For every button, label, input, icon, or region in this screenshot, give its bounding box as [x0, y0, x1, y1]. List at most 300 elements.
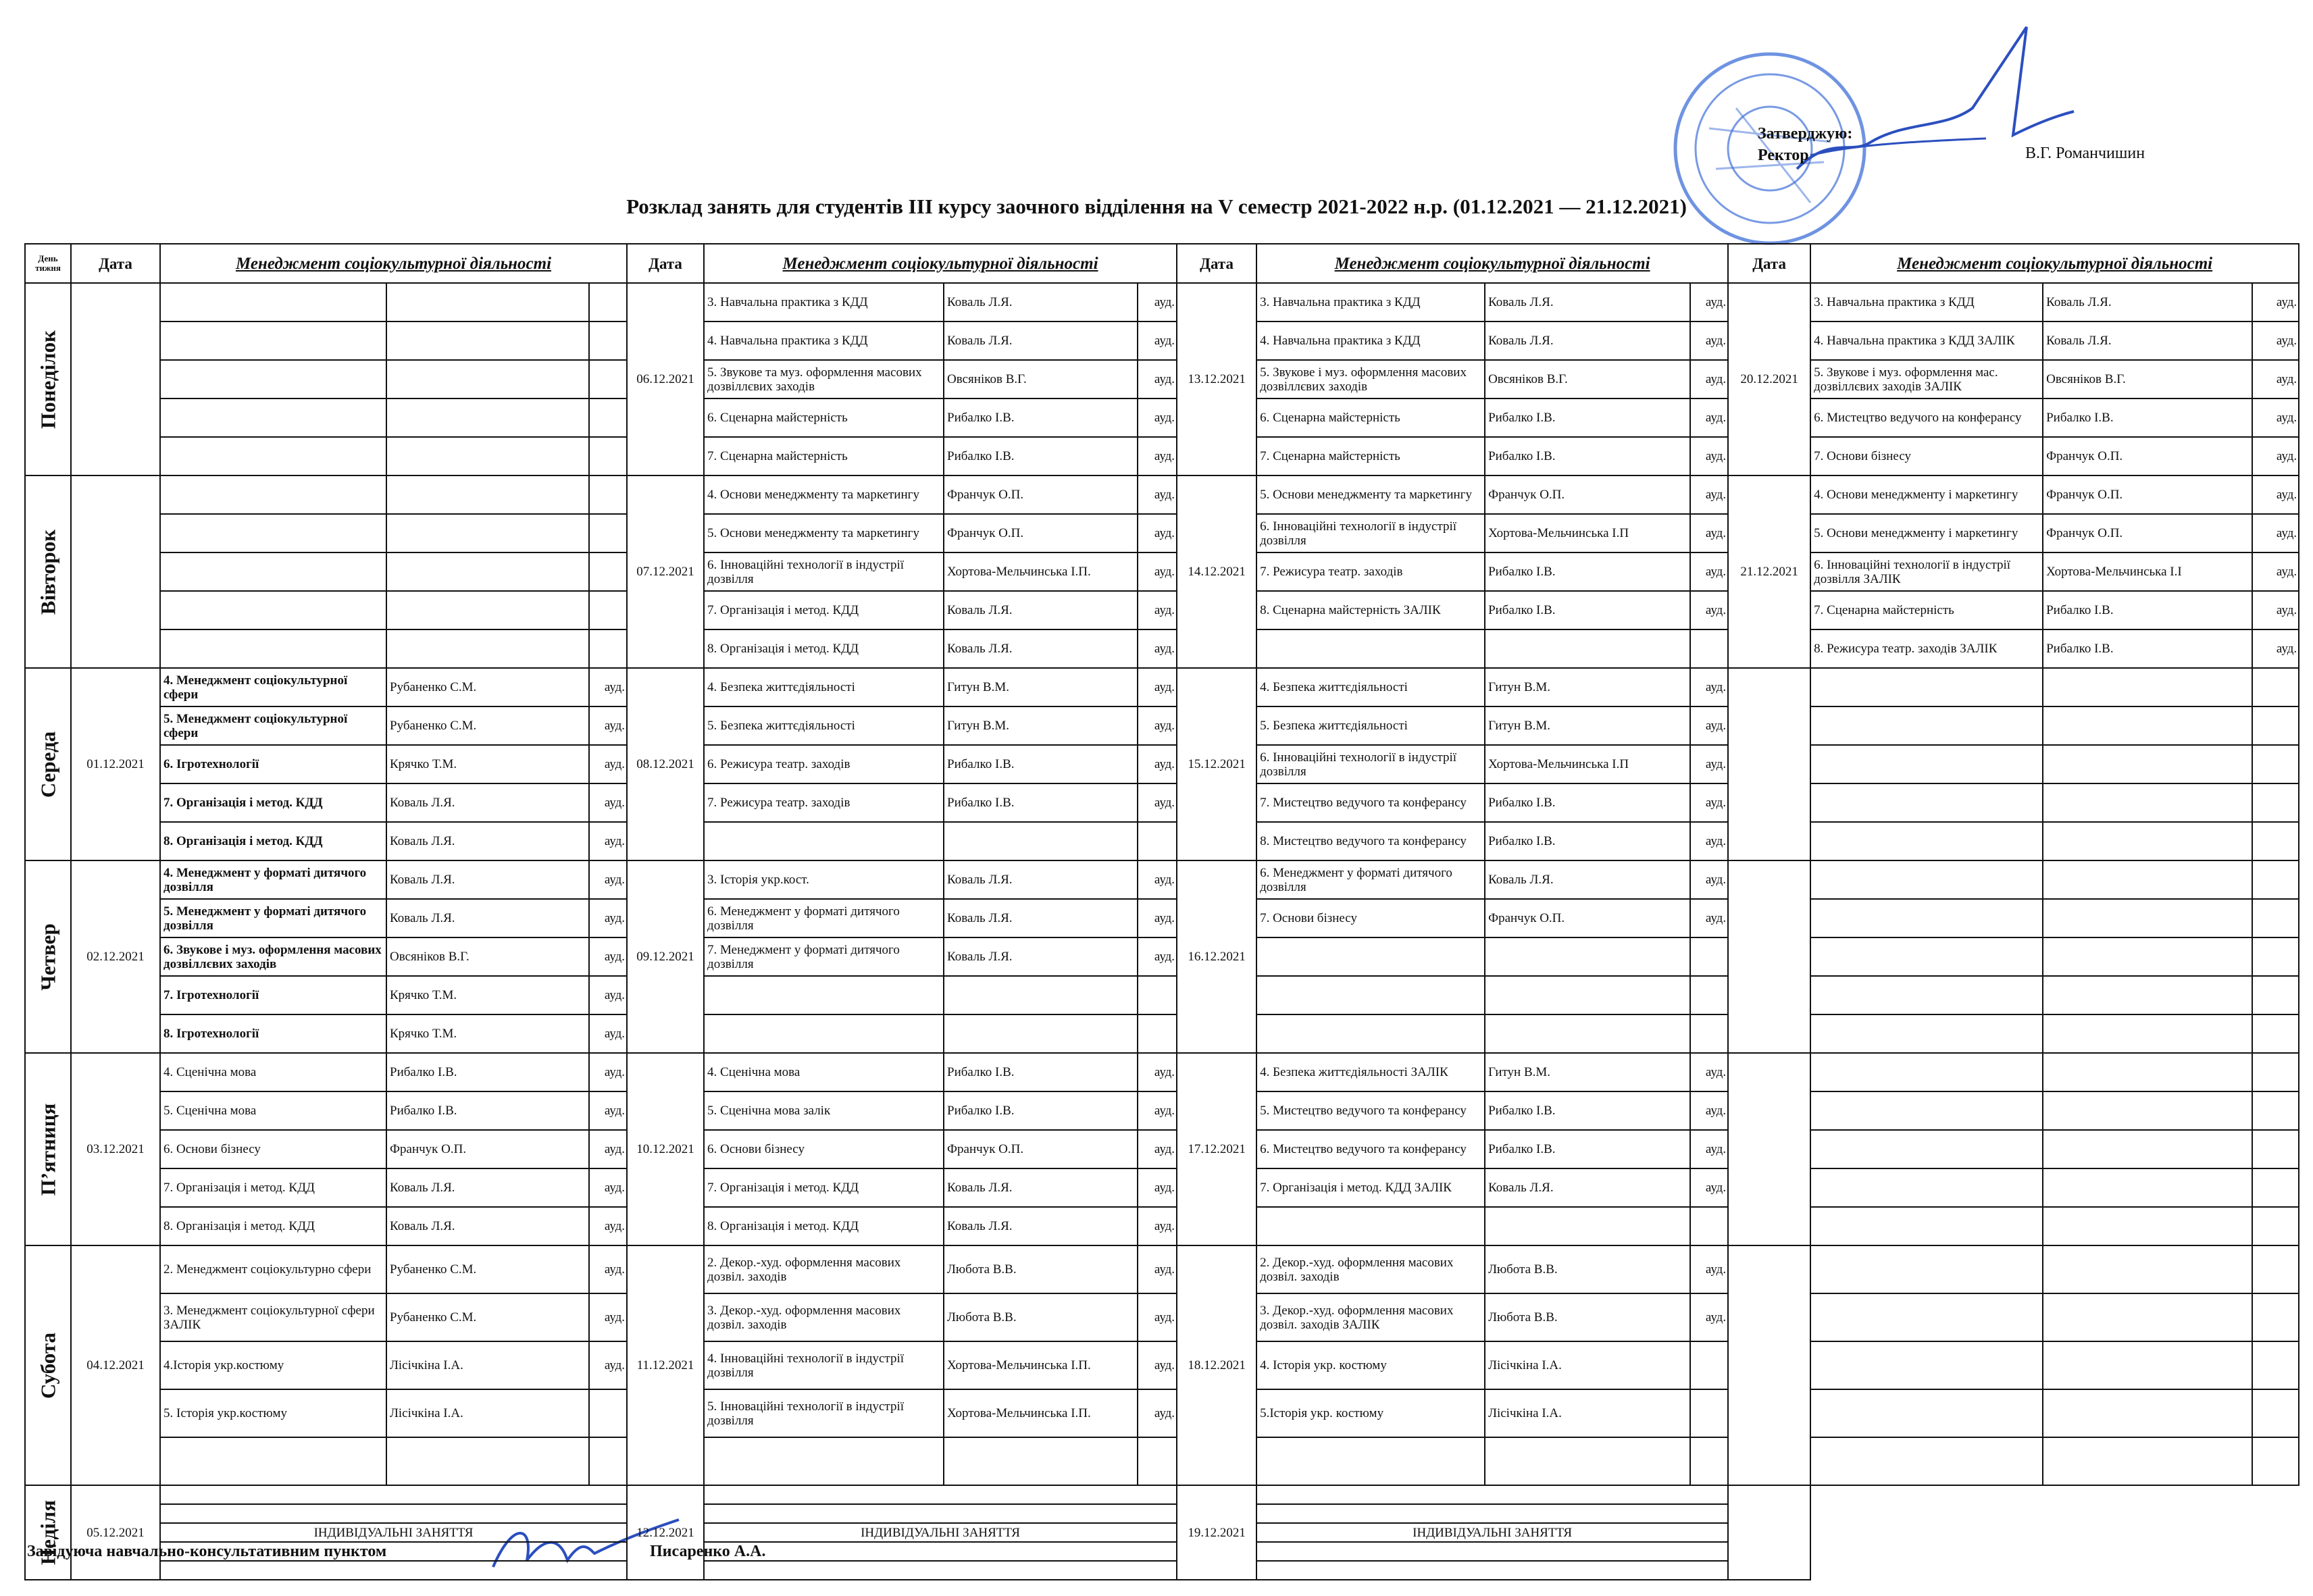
- lesson-subject: 6. Інноваційні технології в індустрії дозвілля: [704, 552, 944, 591]
- lesson-room: ауд.: [1138, 591, 1177, 629]
- lesson-room: [2252, 706, 2299, 745]
- lesson-teacher: [386, 398, 589, 437]
- lesson-room: ауд.: [1690, 1053, 1728, 1091]
- lesson-room: ауд.: [1690, 1168, 1728, 1207]
- lesson-subject: 4. Безпека життєдіяльності ЗАЛІК: [1256, 1053, 1485, 1091]
- lesson-subject: [1810, 822, 2043, 860]
- lesson-room: ауд.: [1690, 668, 1728, 706]
- lesson-room: ауд.: [589, 783, 627, 822]
- lesson-subject: [1810, 899, 2043, 937]
- lesson-subject: 6. Сценарна майстерність: [704, 398, 944, 437]
- lesson-subject: 5. Сценічна мова залік: [704, 1091, 944, 1130]
- lesson-teacher: Франчук О.П.: [2043, 514, 2252, 552]
- lesson-subject: 5.Історія укр. костюму: [1256, 1389, 1485, 1437]
- lesson-teacher: Коваль Л.Я.: [944, 321, 1138, 360]
- table-row: [25, 1091, 2299, 1130]
- lesson-subject: [1810, 1245, 2043, 1293]
- lesson-room: ауд.: [589, 1091, 627, 1130]
- lesson-subject: [1256, 1207, 1485, 1245]
- date-cell: 05.12.2021: [71, 1485, 160, 1580]
- individual-cell: ІНДИВІДУАЛЬНІ ЗАНЯТТЯ: [1256, 1523, 1728, 1542]
- lesson-room: ауд.: [1138, 745, 1177, 783]
- approval-role: Ректор: [1758, 147, 1809, 164]
- lesson-room: [1690, 937, 1728, 976]
- rector-name: В.Г. Романчишин: [2025, 145, 2145, 162]
- day-name: Середа: [36, 731, 60, 798]
- lesson-room: ауд.: [1690, 1293, 1728, 1341]
- day-name: Субота: [36, 1332, 60, 1399]
- lesson-room: ауд.: [1690, 360, 1728, 398]
- table-row: [25, 822, 2299, 860]
- lesson-subject: 7. Організація і метод. КДД: [160, 1168, 386, 1207]
- table-row: [25, 591, 2299, 629]
- lesson-teacher: [386, 552, 589, 591]
- lesson-room: ауд.: [1690, 822, 1728, 860]
- lesson-teacher: Хортова-Мельчинська І.П: [1485, 745, 1690, 783]
- lesson-subject: 5. Історія укр.костюму: [160, 1389, 386, 1437]
- day-name-cell: [25, 668, 71, 860]
- lesson-room: ауд.: [589, 1245, 627, 1293]
- lesson-subject: 6. Сценарна майстерність: [1256, 398, 1485, 437]
- lesson-room: ауд.: [1690, 321, 1728, 360]
- lesson-teacher: Хортова-Мельчинська І.П.: [944, 552, 1138, 591]
- lesson-subject: 4. Безпека життєдіяльності: [704, 668, 944, 706]
- lesson-teacher: Любота В.В.: [1485, 1293, 1690, 1341]
- lesson-teacher: [386, 629, 589, 668]
- lesson-teacher: Коваль Л.Я.: [944, 1168, 1138, 1207]
- lesson-room: ауд.: [2252, 398, 2299, 437]
- lesson-teacher: Рибалко І.В.: [2043, 591, 2252, 629]
- lesson-room: ауд.: [589, 1168, 627, 1207]
- lesson-room: ауд.: [589, 937, 627, 976]
- date-cell: 09.12.2021: [627, 860, 704, 1053]
- table-row: [25, 360, 2299, 398]
- lesson-subject: 4. Сценічна мова: [160, 1053, 386, 1091]
- lesson-teacher: Рибалко І.В.: [2043, 629, 2252, 668]
- day-name: П’ятниця: [36, 1103, 60, 1195]
- lesson-room: [2252, 976, 2299, 1014]
- lesson-teacher: Хортова-Мельчинська І.П.: [944, 1341, 1138, 1389]
- lesson-teacher: Коваль Л.Я.: [944, 629, 1138, 668]
- lesson-subject: [704, 822, 944, 860]
- lesson-subject: 6. Мистецтво ведучого та конферансу: [1256, 1130, 1485, 1168]
- lesson-room: [2252, 1341, 2299, 1389]
- table-row: [25, 398, 2299, 437]
- lesson-subject: 6. Ігротехнології: [160, 745, 386, 783]
- lesson-room: [1690, 629, 1728, 668]
- lesson-teacher: Рубаненко С.М.: [386, 668, 589, 706]
- lesson-teacher: [944, 822, 1138, 860]
- lesson-subject: [160, 475, 386, 514]
- lesson-room: [2252, 860, 2299, 899]
- lesson-room: ауд.: [1138, 860, 1177, 899]
- lesson-subject: 5. Безпека життєдіяльності: [704, 706, 944, 745]
- lesson-teacher: Рибалко І.В.: [1485, 591, 1690, 629]
- lesson-teacher: [386, 514, 589, 552]
- lesson-teacher: [386, 321, 589, 360]
- lesson-subject: 4. Основи менеджменту і маркетингу: [1810, 475, 2043, 514]
- table-row: [25, 668, 2299, 706]
- lesson-room: ауд.: [1690, 783, 1728, 822]
- lesson-teacher: [2043, 1341, 2252, 1389]
- lesson-teacher: [2043, 1168, 2252, 1207]
- lesson-subject: 7. Сценарна майстерність: [1810, 591, 2043, 629]
- lesson-teacher: Рибалко І.В.: [1485, 822, 1690, 860]
- lesson-room: ауд.: [2252, 514, 2299, 552]
- lesson-subject: 4. Сценічна мова: [704, 1053, 944, 1091]
- date-cell: 14.12.2021: [1177, 475, 1256, 668]
- individual-cell: [704, 1485, 1177, 1504]
- lesson-teacher: Хортова-Мельчинська І.І: [2043, 552, 2252, 591]
- lesson-teacher: [2043, 668, 2252, 706]
- lesson-teacher: Крячко Т.М.: [386, 745, 589, 783]
- individual-cell: [1256, 1561, 1728, 1580]
- lesson-room: ауд.: [1690, 706, 1728, 745]
- lesson-teacher: Крячко Т.М.: [386, 1014, 589, 1053]
- day-name-cell: [25, 1053, 71, 1245]
- lesson-teacher: Рубаненко С.М.: [386, 1293, 589, 1341]
- lesson-room: ауд.: [1690, 1245, 1728, 1293]
- header-subject: Менеджмент соціокультурної діяльності: [160, 244, 627, 283]
- lesson-room: ауд.: [1138, 1293, 1177, 1341]
- lesson-subject: 7. Мистецтво ведучого та конферансу: [1256, 783, 1485, 822]
- lesson-teacher: Коваль Л.Я.: [2043, 283, 2252, 321]
- lesson-subject: [160, 360, 386, 398]
- lesson-teacher: Франчук О.П.: [944, 475, 1138, 514]
- lesson-room: [589, 629, 627, 668]
- lesson-teacher: [386, 591, 589, 629]
- lesson-subject: [160, 629, 386, 668]
- lesson-room: ауд.: [589, 745, 627, 783]
- lesson-subject: 3. Декор.-худ. оформлення масових дозвіл. заходів: [704, 1293, 944, 1341]
- lesson-room: ауд.: [1138, 437, 1177, 475]
- lesson-subject: [1810, 1341, 2043, 1389]
- date-cell: 13.12.2021: [1177, 283, 1256, 475]
- lesson-teacher: Рибалко І.В.: [1485, 398, 1690, 437]
- day-name: Понеділок: [36, 330, 60, 429]
- lesson-subject: 7. Сценарна майстерність: [1256, 437, 1485, 475]
- table-row: [25, 783, 2299, 822]
- lesson-room: ауд.: [1690, 591, 1728, 629]
- individual-cell: ІНДИВІДУАЛЬНІ ЗАНЯТТЯ: [160, 1523, 627, 1542]
- lesson-room: [2252, 1389, 2299, 1437]
- lesson-subject: [1810, 783, 2043, 822]
- lesson-subject: 7. Режисура театр. заходів: [704, 783, 944, 822]
- date-cell: 19.12.2021: [1177, 1485, 1256, 1580]
- date-cell: 18.12.2021: [1177, 1245, 1256, 1485]
- lesson-teacher: Рибалко І.В.: [944, 398, 1138, 437]
- lesson-room: ауд.: [1138, 1245, 1177, 1293]
- lesson-room: ауд.: [1690, 860, 1728, 899]
- lesson-subject: 6. Інноваційні технології в індустрії дозвілля: [1256, 745, 1485, 783]
- lesson-teacher: [944, 1437, 1138, 1485]
- lesson-subject: [1810, 1053, 2043, 1091]
- lesson-room: ауд.: [2252, 321, 2299, 360]
- lesson-teacher: Лісічкіна І.А.: [1485, 1389, 1690, 1437]
- date-cell: 17.12.2021: [1177, 1053, 1256, 1245]
- lesson-teacher: Рибалко І.В.: [1485, 783, 1690, 822]
- table-row: [25, 1014, 2299, 1053]
- lesson-room: [2252, 783, 2299, 822]
- table-row: [25, 937, 2299, 976]
- lesson-subject: [160, 552, 386, 591]
- lesson-room: ауд.: [2252, 437, 2299, 475]
- lesson-teacher: Коваль Л.Я.: [386, 1168, 589, 1207]
- date-cell: [71, 475, 160, 668]
- table-row: [25, 1523, 2299, 1542]
- lesson-subject: 6. Основи бізнесу: [160, 1130, 386, 1168]
- table-row: [25, 1168, 2299, 1207]
- lesson-subject: 6. Основи бізнесу: [704, 1130, 944, 1168]
- lesson-teacher: Крячко Т.М.: [386, 976, 589, 1014]
- individual-cell: [1256, 1542, 1728, 1561]
- lesson-teacher: Коваль Л.Я.: [386, 783, 589, 822]
- lesson-subject: [160, 398, 386, 437]
- lesson-teacher: Любота В.В.: [944, 1245, 1138, 1293]
- lesson-teacher: [2043, 1091, 2252, 1130]
- lesson-room: [2252, 1293, 2299, 1341]
- individual-cell: [1256, 1504, 1728, 1523]
- lesson-teacher: Франчук О.П.: [1485, 475, 1690, 514]
- lesson-room: ауд.: [1138, 668, 1177, 706]
- lesson-subject: [1810, 1091, 2043, 1130]
- lesson-teacher: Любота В.В.: [1485, 1245, 1690, 1293]
- lesson-room: [2252, 1053, 2299, 1091]
- lesson-subject: 7. Режисура театр. заходів: [1256, 552, 1485, 591]
- date-cell: [71, 283, 160, 475]
- lesson-teacher: Рибалко І.В.: [944, 745, 1138, 783]
- lesson-room: [589, 283, 627, 321]
- lesson-teacher: Хортова-Мельчинська І.П.: [944, 1389, 1138, 1437]
- lesson-room: ауд.: [1690, 899, 1728, 937]
- individual-cell: ІНДИВІДУАЛЬНІ ЗАНЯТТЯ: [704, 1523, 1177, 1542]
- date-cell: [1728, 1485, 1810, 1580]
- date-cell: 11.12.2021: [627, 1245, 704, 1485]
- lesson-room: ауд.: [2252, 475, 2299, 514]
- lesson-teacher: Франчук О.П.: [944, 1130, 1138, 1168]
- table-row: [25, 437, 2299, 475]
- lesson-room: [589, 1389, 627, 1437]
- lesson-subject: 5. Звукове і муз. оформлення масових дозвіллєвих заходів: [1256, 360, 1485, 398]
- lesson-room: [2252, 668, 2299, 706]
- lesson-room: [1690, 1437, 1728, 1485]
- lesson-subject: 6. Режисура театр. заходів: [704, 745, 944, 783]
- lesson-subject: 8. Сценарна майстерність ЗАЛІК: [1256, 591, 1485, 629]
- table-row: [25, 706, 2299, 745]
- table-row: [25, 1130, 2299, 1168]
- lesson-room: [589, 360, 627, 398]
- lesson-teacher: Гитун В.М.: [944, 706, 1138, 745]
- lesson-subject: 4. Навчальна практика з КДД: [1256, 321, 1485, 360]
- lesson-teacher: [2043, 1437, 2252, 1485]
- day-name-cell: [25, 1245, 71, 1485]
- lesson-room: ауд.: [1690, 1130, 1728, 1168]
- lesson-subject: 7. Організація і метод. КДД: [704, 591, 944, 629]
- lesson-room: ауд.: [1690, 552, 1728, 591]
- lesson-subject: 6. Менеджмент у форматі дитячого дозвілля: [704, 899, 944, 937]
- header-subject: Менеджмент соціокультурної діяльності: [1810, 244, 2299, 283]
- lesson-subject: [1810, 706, 2043, 745]
- table-row: [25, 745, 2299, 783]
- lesson-subject: 8. Організація і метод. КДД: [160, 1207, 386, 1245]
- lesson-subject: 7. Організація і метод. КДД ЗАЛІК: [1256, 1168, 1485, 1207]
- lesson-subject: 5. Звукове і муз. оформлення мас. дозвіллєвих заходів ЗАЛІК: [1810, 360, 2043, 398]
- lesson-subject: [160, 591, 386, 629]
- lesson-subject: [160, 514, 386, 552]
- lesson-teacher: [1485, 1437, 1690, 1485]
- day-name: Неділя: [36, 1500, 60, 1565]
- lesson-subject: 7. Сценарна майстерність: [704, 437, 944, 475]
- lesson-subject: 5. Звукове та муз. оформлення масових дозвіллєвих заходів: [704, 360, 944, 398]
- lesson-teacher: Рибалко І.В.: [1485, 1091, 1690, 1130]
- lesson-room: ауд.: [1138, 1168, 1177, 1207]
- lesson-teacher: Гитун В.М.: [944, 668, 1138, 706]
- date-cell: 16.12.2021: [1177, 860, 1256, 1053]
- date-cell: [1728, 668, 1810, 860]
- lesson-room: [589, 591, 627, 629]
- lesson-subject: 3. Навчальна практика з КДД: [704, 283, 944, 321]
- lesson-subject: 5. Інноваційні технології в індустрії дозвілля: [704, 1389, 944, 1437]
- lesson-subject: 7. Менеджмент у форматі дитячого дозвілля: [704, 937, 944, 976]
- lesson-teacher: Коваль Л.Я.: [1485, 283, 1690, 321]
- date-cell: 03.12.2021: [71, 1053, 160, 1245]
- lesson-room: ауд.: [2252, 629, 2299, 668]
- table-row: [25, 475, 2299, 514]
- lesson-teacher: [1485, 976, 1690, 1014]
- lesson-room: [2252, 1130, 2299, 1168]
- table-row: [25, 1504, 2299, 1523]
- lesson-room: [1690, 1341, 1728, 1389]
- lesson-subject: 3. Менеджмент соціокультурної сфери ЗАЛІК: [160, 1293, 386, 1341]
- lesson-subject: 6. Інноваційні технології в індустрії дозвілля: [1256, 514, 1485, 552]
- individual-cell: [160, 1485, 627, 1504]
- lesson-room: [589, 437, 627, 475]
- lesson-subject: 8. Мистецтво ведучого та конферансу: [1256, 822, 1485, 860]
- lesson-room: [1138, 1437, 1177, 1485]
- lesson-subject: [1256, 629, 1485, 668]
- lesson-room: [1138, 976, 1177, 1014]
- lesson-subject: 8. Організація і метод. КДД: [160, 822, 386, 860]
- lesson-subject: [704, 1014, 944, 1053]
- date-cell: 08.12.2021: [627, 668, 704, 860]
- table-row: [25, 321, 2299, 360]
- lesson-teacher: Рибалко І.В.: [386, 1091, 589, 1130]
- lesson-teacher: Овсяніков В.Г.: [944, 360, 1138, 398]
- day-name-cell: [25, 860, 71, 1053]
- lesson-room: ауд.: [1138, 1389, 1177, 1437]
- lesson-subject: [1810, 1014, 2043, 1053]
- table-row: [25, 629, 2299, 668]
- lesson-room: [589, 475, 627, 514]
- lesson-subject: 7. Організація і метод. КДД: [704, 1168, 944, 1207]
- lesson-room: ауд.: [1138, 1130, 1177, 1168]
- lesson-room: [589, 514, 627, 552]
- day-name-cell: [25, 283, 71, 475]
- lesson-teacher: [2043, 1245, 2252, 1293]
- lesson-room: ауд.: [1690, 745, 1728, 783]
- lesson-teacher: Коваль Л.Я.: [944, 591, 1138, 629]
- lesson-subject: 7. Основи бізнесу: [1256, 899, 1485, 937]
- header-subject: Менеджмент соціокультурної діяльності: [704, 244, 1177, 283]
- lesson-teacher: Коваль Л.Я.: [944, 937, 1138, 976]
- lesson-teacher: Коваль Л.Я.: [386, 860, 589, 899]
- lesson-teacher: Франчук О.П.: [944, 514, 1138, 552]
- lesson-subject: 3. Декор.-худ. оформлення масових дозвіл. заходів ЗАЛІК: [1256, 1293, 1485, 1341]
- table-row: [25, 1245, 2299, 1293]
- lesson-subject: 3. Навчальна практика з КДД: [1810, 283, 2043, 321]
- lesson-teacher: Коваль Л.Я.: [1485, 1168, 1690, 1207]
- approval-line: Затверджую:: [1758, 125, 1853, 143]
- lesson-room: ауд.: [1138, 552, 1177, 591]
- page-title: Розклад занять для студентів ІІІ курсу заочного відділення на V семестр 2021-2022 н.р. (01.12.2021 — 21.12.2021): [626, 195, 1687, 218]
- header-subject: Менеджмент соціокультурної діяльності: [1256, 244, 1728, 283]
- lesson-subject: 3. Навчальна практика з КДД: [1256, 283, 1485, 321]
- lesson-teacher: [2043, 899, 2252, 937]
- lesson-room: [2252, 1091, 2299, 1130]
- date-cell: [1728, 1053, 1810, 1245]
- table-row: [25, 976, 2299, 1014]
- table-row: [25, 899, 2299, 937]
- schedule-body: [25, 283, 2299, 1580]
- lesson-room: [1138, 1014, 1177, 1053]
- lesson-room: ауд.: [589, 822, 627, 860]
- lesson-subject: 4. Основи менеджменту та маркетингу: [704, 475, 944, 514]
- lesson-subject: [1810, 1207, 2043, 1245]
- lesson-subject: [160, 437, 386, 475]
- lesson-teacher: Коваль Л.Я.: [944, 899, 1138, 937]
- lesson-teacher: Рибалко І.В.: [944, 1091, 1138, 1130]
- header-date: Дата: [1728, 244, 1810, 283]
- lesson-subject: 6. Мистецтво ведучого на конферансу: [1810, 398, 2043, 437]
- day-name: Вівторок: [36, 529, 60, 615]
- lesson-teacher: Рибалко І.В.: [1485, 552, 1690, 591]
- lesson-room: [1690, 1014, 1728, 1053]
- lesson-room: ауд.: [1138, 514, 1177, 552]
- lesson-teacher: [944, 1014, 1138, 1053]
- lesson-subject: [1256, 1014, 1485, 1053]
- lesson-subject: 4.Історія укр.костюму: [160, 1341, 386, 1389]
- lesson-subject: [160, 1437, 386, 1485]
- lesson-subject: 5. Основи менеджменту та маркетингу: [1256, 475, 1485, 514]
- lesson-subject: [1810, 860, 2043, 899]
- lesson-teacher: Хортова-Мельчинська І.П: [1485, 514, 1690, 552]
- date-cell: 20.12.2021: [1728, 283, 1810, 475]
- lesson-subject: [1810, 1168, 2043, 1207]
- lesson-room: ауд.: [1690, 514, 1728, 552]
- lesson-teacher: Гитун В.М.: [1485, 668, 1690, 706]
- lesson-teacher: [2043, 860, 2252, 899]
- lesson-subject: 8. Ігротехнології: [160, 1014, 386, 1053]
- lesson-teacher: Рибалко І.В.: [1485, 437, 1690, 475]
- lesson-subject: [1810, 668, 2043, 706]
- lesson-subject: [1810, 745, 2043, 783]
- lesson-subject: 3. Історія укр.кост.: [704, 860, 944, 899]
- header-row: [25, 244, 2299, 283]
- lesson-room: ауд.: [1690, 1091, 1728, 1130]
- lesson-teacher: [386, 360, 589, 398]
- lesson-room: [1690, 976, 1728, 1014]
- lesson-teacher: [2043, 783, 2252, 822]
- lesson-room: ауд.: [1138, 899, 1177, 937]
- lesson-room: ауд.: [2252, 360, 2299, 398]
- lesson-subject: 6. Інноваційні технології в індустрії дозвілля ЗАЛІК: [1810, 552, 2043, 591]
- lesson-room: ауд.: [589, 899, 627, 937]
- lesson-room: ауд.: [1138, 283, 1177, 321]
- lesson-room: [2252, 1014, 2299, 1053]
- schedule-table: [24, 243, 2299, 1580]
- lesson-subject: 4. Навчальна практика з КДД: [704, 321, 944, 360]
- lesson-subject: [1810, 1389, 2043, 1437]
